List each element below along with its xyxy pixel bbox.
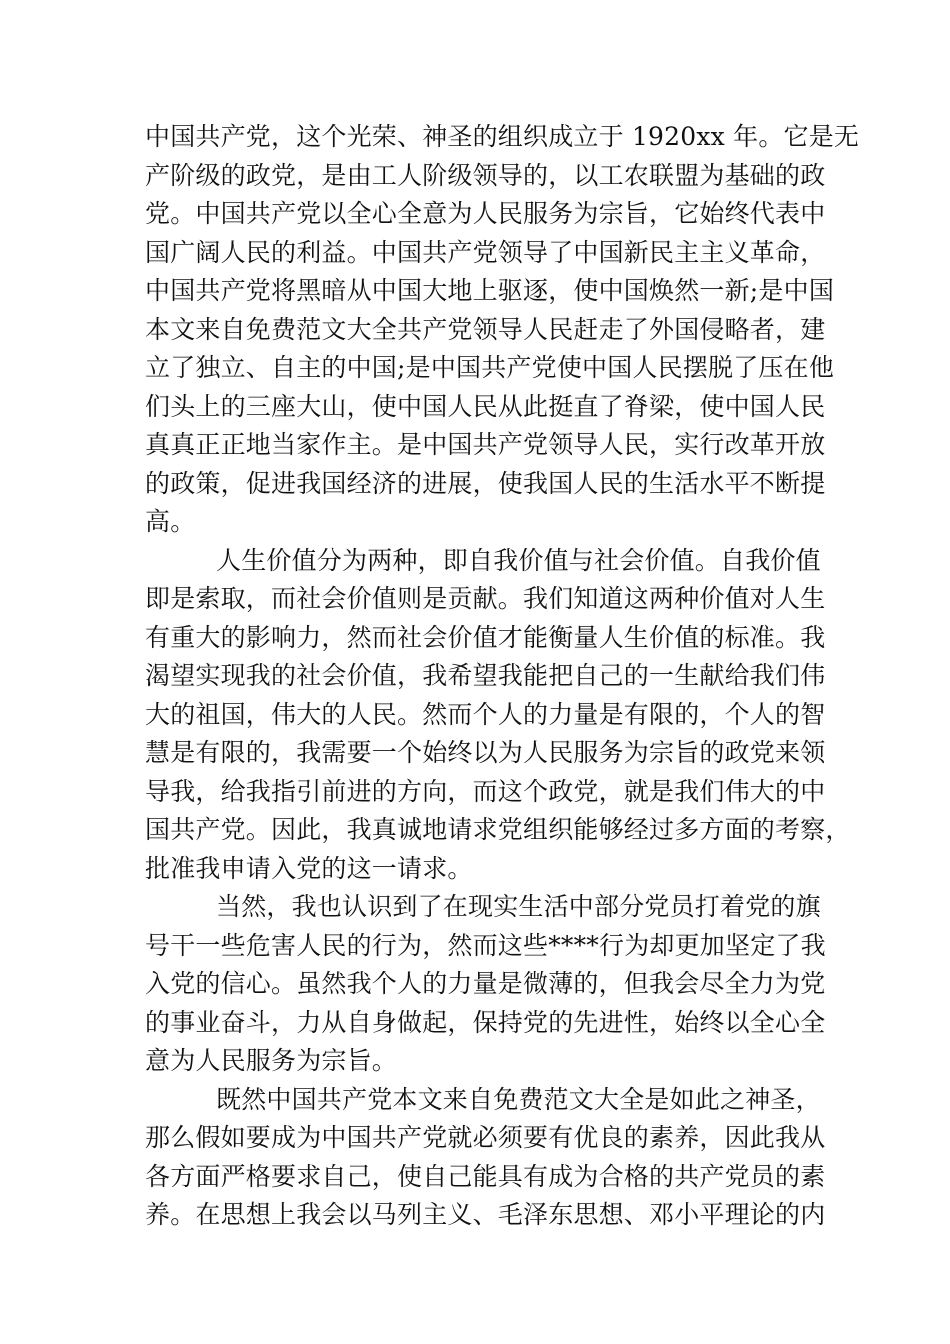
- text-line: 的事业奋斗，力从自身做起，保持党的先进性，始终以全心全: [145, 1007, 826, 1037]
- text-line: 各方面严格要求自己，使自己能具有成为合格的共产党员的素: [145, 1161, 826, 1191]
- paragraph-first-line: 人生价值分为两种，即自我价值与社会价值。自我价值: [216, 545, 821, 575]
- text-line: 慧是有限的，我需要一个始终以为人民服务为宗旨的政党来领: [145, 738, 826, 767]
- text-line: 的政策，促进我国经济的进展，使我国人民的生活水平不断提: [145, 468, 826, 498]
- text-line: 立了独立、自主的中国;是中国共产党使中国人民摆脱了压在他: [145, 353, 835, 382]
- text-line: 中国共产党将黑暗从中国大地上驱逐，使中国焕然一新;是中国: [145, 276, 835, 305]
- text-line: 养。在思想上我会以马列主义、毛泽东思想、邓小平理论的内: [145, 1200, 826, 1229]
- text-line: 那么假如要成为中国共产党就必须要有优良的素养，因此我从: [145, 1123, 826, 1152]
- text-line: 有重大的影响力，然而社会价值才能衡量人生价值的标准。我: [145, 622, 826, 652]
- paragraph-first-line: 当然，我也认识到了在现实生活中部分党员打着党的旗: [216, 892, 821, 921]
- text-line: 们头上的三座大山，使中国人民从此挺直了脊梁，使中国人民: [145, 391, 826, 421]
- text-line: 渴望实现我的社会价值，我希望我能把自己的一生献给我们伟: [145, 661, 826, 690]
- text-line: 中国共产党，这个光荣、神圣的组织成立于 1920xx 年。它是无: [145, 122, 860, 151]
- text-line: 本文来自免费范文大全共产党领导人民赶走了外国侵略者，建: [145, 314, 826, 344]
- text-line: 导我，给我指引前进的方向，而这个政党，就是我们伟大的中: [145, 776, 826, 806]
- document-body: [145, 118, 860, 1235]
- text-line: 国广阔人民的利益。中国共产党领导了中国新民主主义革命，: [145, 237, 826, 267]
- text-line: 高。: [145, 507, 196, 536]
- text-line: 国共产党。因此，我真诚地请求党组织能够经过多方面的考察，: [145, 815, 851, 844]
- text-line: 批准我申请入党的这一请求。: [145, 853, 473, 883]
- text-line: 即是索取，而社会价值则是贡献。我们知道这两种价值对人生: [145, 584, 826, 613]
- paragraph-first-line: 既然中国共产党本文来自免费范文大全是如此之神圣，: [216, 1084, 821, 1114]
- text-line: 大的祖国，伟大的人民。然而个人的力量是有限的，个人的智: [145, 699, 826, 729]
- text-line: 党。中国共产党以全心全意为人民服务为宗旨，它始终代表中: [145, 199, 826, 228]
- text-line: 真真正正地当家作主。是中国共产党领导人民，实行改革开放: [145, 430, 826, 459]
- text-line: 号干一些危害人民的行为，然而这些****行为却更加坚定了我: [145, 930, 826, 960]
- text-line: 产阶级的政党，是由工人阶级领导的，以工农联盟为基础的政: [145, 160, 826, 190]
- text-line: 意为人民服务为宗旨。: [145, 1046, 398, 1075]
- text-line: 入党的信心。虽然我个人的力量是微薄的，但我会尽全力为党: [145, 969, 826, 998]
